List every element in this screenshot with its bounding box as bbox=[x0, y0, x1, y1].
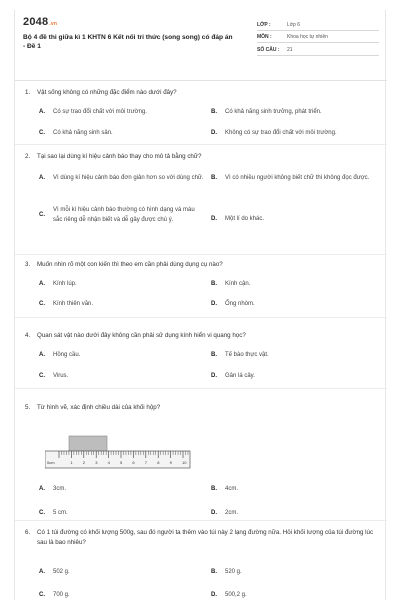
ruler-number-label: 6 bbox=[132, 460, 135, 465]
divider bbox=[15, 144, 387, 145]
ruler-number-label: 4 bbox=[107, 460, 110, 465]
ruler-figure bbox=[45, 434, 191, 474]
question-6 bbox=[25, 528, 377, 598]
question-text: 6. Có 1 túi đường có khối lượng 500g, sau đó người ta thêm vào túi này 2 lạng đường nữa. Hỏi khối lượng của túi đường lúc sau là bao nhiêu? bbox=[25, 529, 374, 546]
question-text: 3. Muốn nhìn rõ một con kiến thì theo em cần phải dùng dụng cụ nào? bbox=[25, 261, 223, 268]
meta-key: SỐ CÂU : bbox=[257, 46, 280, 53]
ruler-number-label: 5 bbox=[120, 460, 123, 465]
option-a[interactable]: A. Có sự trao đổi chất với môi trường. bbox=[39, 109, 147, 115]
meta-row-class bbox=[257, 18, 379, 31]
exam-page bbox=[14, 10, 386, 600]
meta-value: 21 bbox=[287, 46, 293, 53]
option-d[interactable]: D. Một lí do khác. bbox=[211, 216, 265, 222]
meta-value: Khoa học tự nhiên bbox=[287, 34, 328, 40]
meta-row-count bbox=[257, 43, 379, 56]
option-c[interactable]: C. Vì mỗi kí hiệu cảnh báo thường có hình dạng và màu sắc riêng dễ nhận biết và dễ gây được chú ý. bbox=[39, 207, 195, 223]
page-header bbox=[23, 16, 379, 72]
ruler-number-label: 7 bbox=[144, 460, 148, 465]
option-b[interactable]: B. Tế bào thực vật. bbox=[211, 352, 269, 358]
ruler-illustration bbox=[45, 434, 191, 474]
option-c[interactable]: C. 5 cm. bbox=[39, 510, 68, 516]
option-c[interactable]: C. Có khả năng sinh sản. bbox=[39, 130, 113, 136]
option-b[interactable]: B. Vì có nhiều người không biết chữ thì không đọc được. bbox=[211, 175, 370, 181]
option-a[interactable]: A. Kính lúp. bbox=[39, 281, 77, 287]
option-b[interactable]: B. 4cm. bbox=[211, 486, 239, 492]
option-a[interactable]: A. Vì dùng kí hiệu cảnh báo đơn giản hơn so với dùng chữ. bbox=[39, 175, 204, 181]
option-b[interactable]: B. Có khả năng sinh trưởng, phát triển. bbox=[211, 109, 322, 115]
question-text: 5. Từ hình vẽ, xác định chiều dài của khối hộp? bbox=[25, 404, 161, 411]
divider bbox=[15, 317, 387, 318]
page-title: Bộ 4 đề thi giữa kì 1 KHTN 6 Kết nối tri thức (song song) có đáp án - Đề 1 bbox=[23, 34, 233, 50]
option-d[interactable]: D. 2cm. bbox=[211, 510, 239, 516]
question-4 bbox=[25, 331, 377, 379]
block bbox=[69, 436, 107, 451]
ruler-unit-label: 0cm bbox=[47, 460, 55, 465]
question-3 bbox=[25, 260, 377, 307]
divider bbox=[15, 520, 387, 521]
option-d[interactable]: D. 500,2 g. bbox=[211, 592, 247, 598]
divider bbox=[15, 388, 387, 389]
meta-key: MÔN : bbox=[257, 34, 272, 40]
option-a[interactable]: A. 502 g. bbox=[39, 569, 70, 575]
meta-row-subject bbox=[257, 31, 379, 44]
question-text: 2. Tại sao lại dùng kí hiệu cảnh báo thay cho mô tả bằng chữ? bbox=[25, 153, 202, 160]
meta-info bbox=[257, 18, 379, 56]
option-b[interactable]: B. 520 g. bbox=[211, 569, 242, 575]
question-text: 1. Vật sống không có những đặc điểm nào dưới đây? bbox=[25, 89, 177, 96]
option-a[interactable]: A. 3cm. bbox=[39, 486, 67, 492]
ruler-number-label: 9 bbox=[169, 460, 172, 465]
option-c[interactable]: C. Virus. bbox=[39, 373, 69, 379]
option-c[interactable]: C. Kính thiên văn. bbox=[39, 301, 94, 307]
meta-key: LỚP : bbox=[257, 21, 271, 28]
question-1 bbox=[25, 88, 377, 136]
option-d[interactable]: D. Gân lá cây. bbox=[211, 373, 255, 379]
question-text: 4. Quan sát vật nào dưới đây không cần phải sử dụng kính hiển vi quang học? bbox=[25, 332, 246, 339]
header-divider bbox=[15, 80, 387, 81]
ruler-number-label: 8 bbox=[157, 460, 160, 465]
ruler-number-label: 2 bbox=[82, 460, 86, 465]
option-d[interactable]: D. Không có sự trao đổi chất với môi trường. bbox=[211, 130, 337, 136]
ruler-number-label: 3 bbox=[95, 460, 98, 465]
option-c[interactable]: C. 700 g. bbox=[39, 592, 70, 598]
option-d[interactable]: D. Ống nhòm. bbox=[211, 301, 255, 307]
meta-value: Lớp 6 bbox=[287, 21, 301, 28]
divider bbox=[15, 254, 387, 255]
question-2 bbox=[25, 152, 377, 223]
site-logo[interactable]: 2048.vn bbox=[23, 16, 58, 28]
option-a[interactable]: A. Hồng cầu. bbox=[39, 352, 81, 358]
option-b[interactable]: B. Kính cận. bbox=[211, 281, 251, 287]
ruler-number-label: 10 bbox=[182, 460, 187, 465]
ruler-number-label: 1 bbox=[70, 460, 73, 465]
